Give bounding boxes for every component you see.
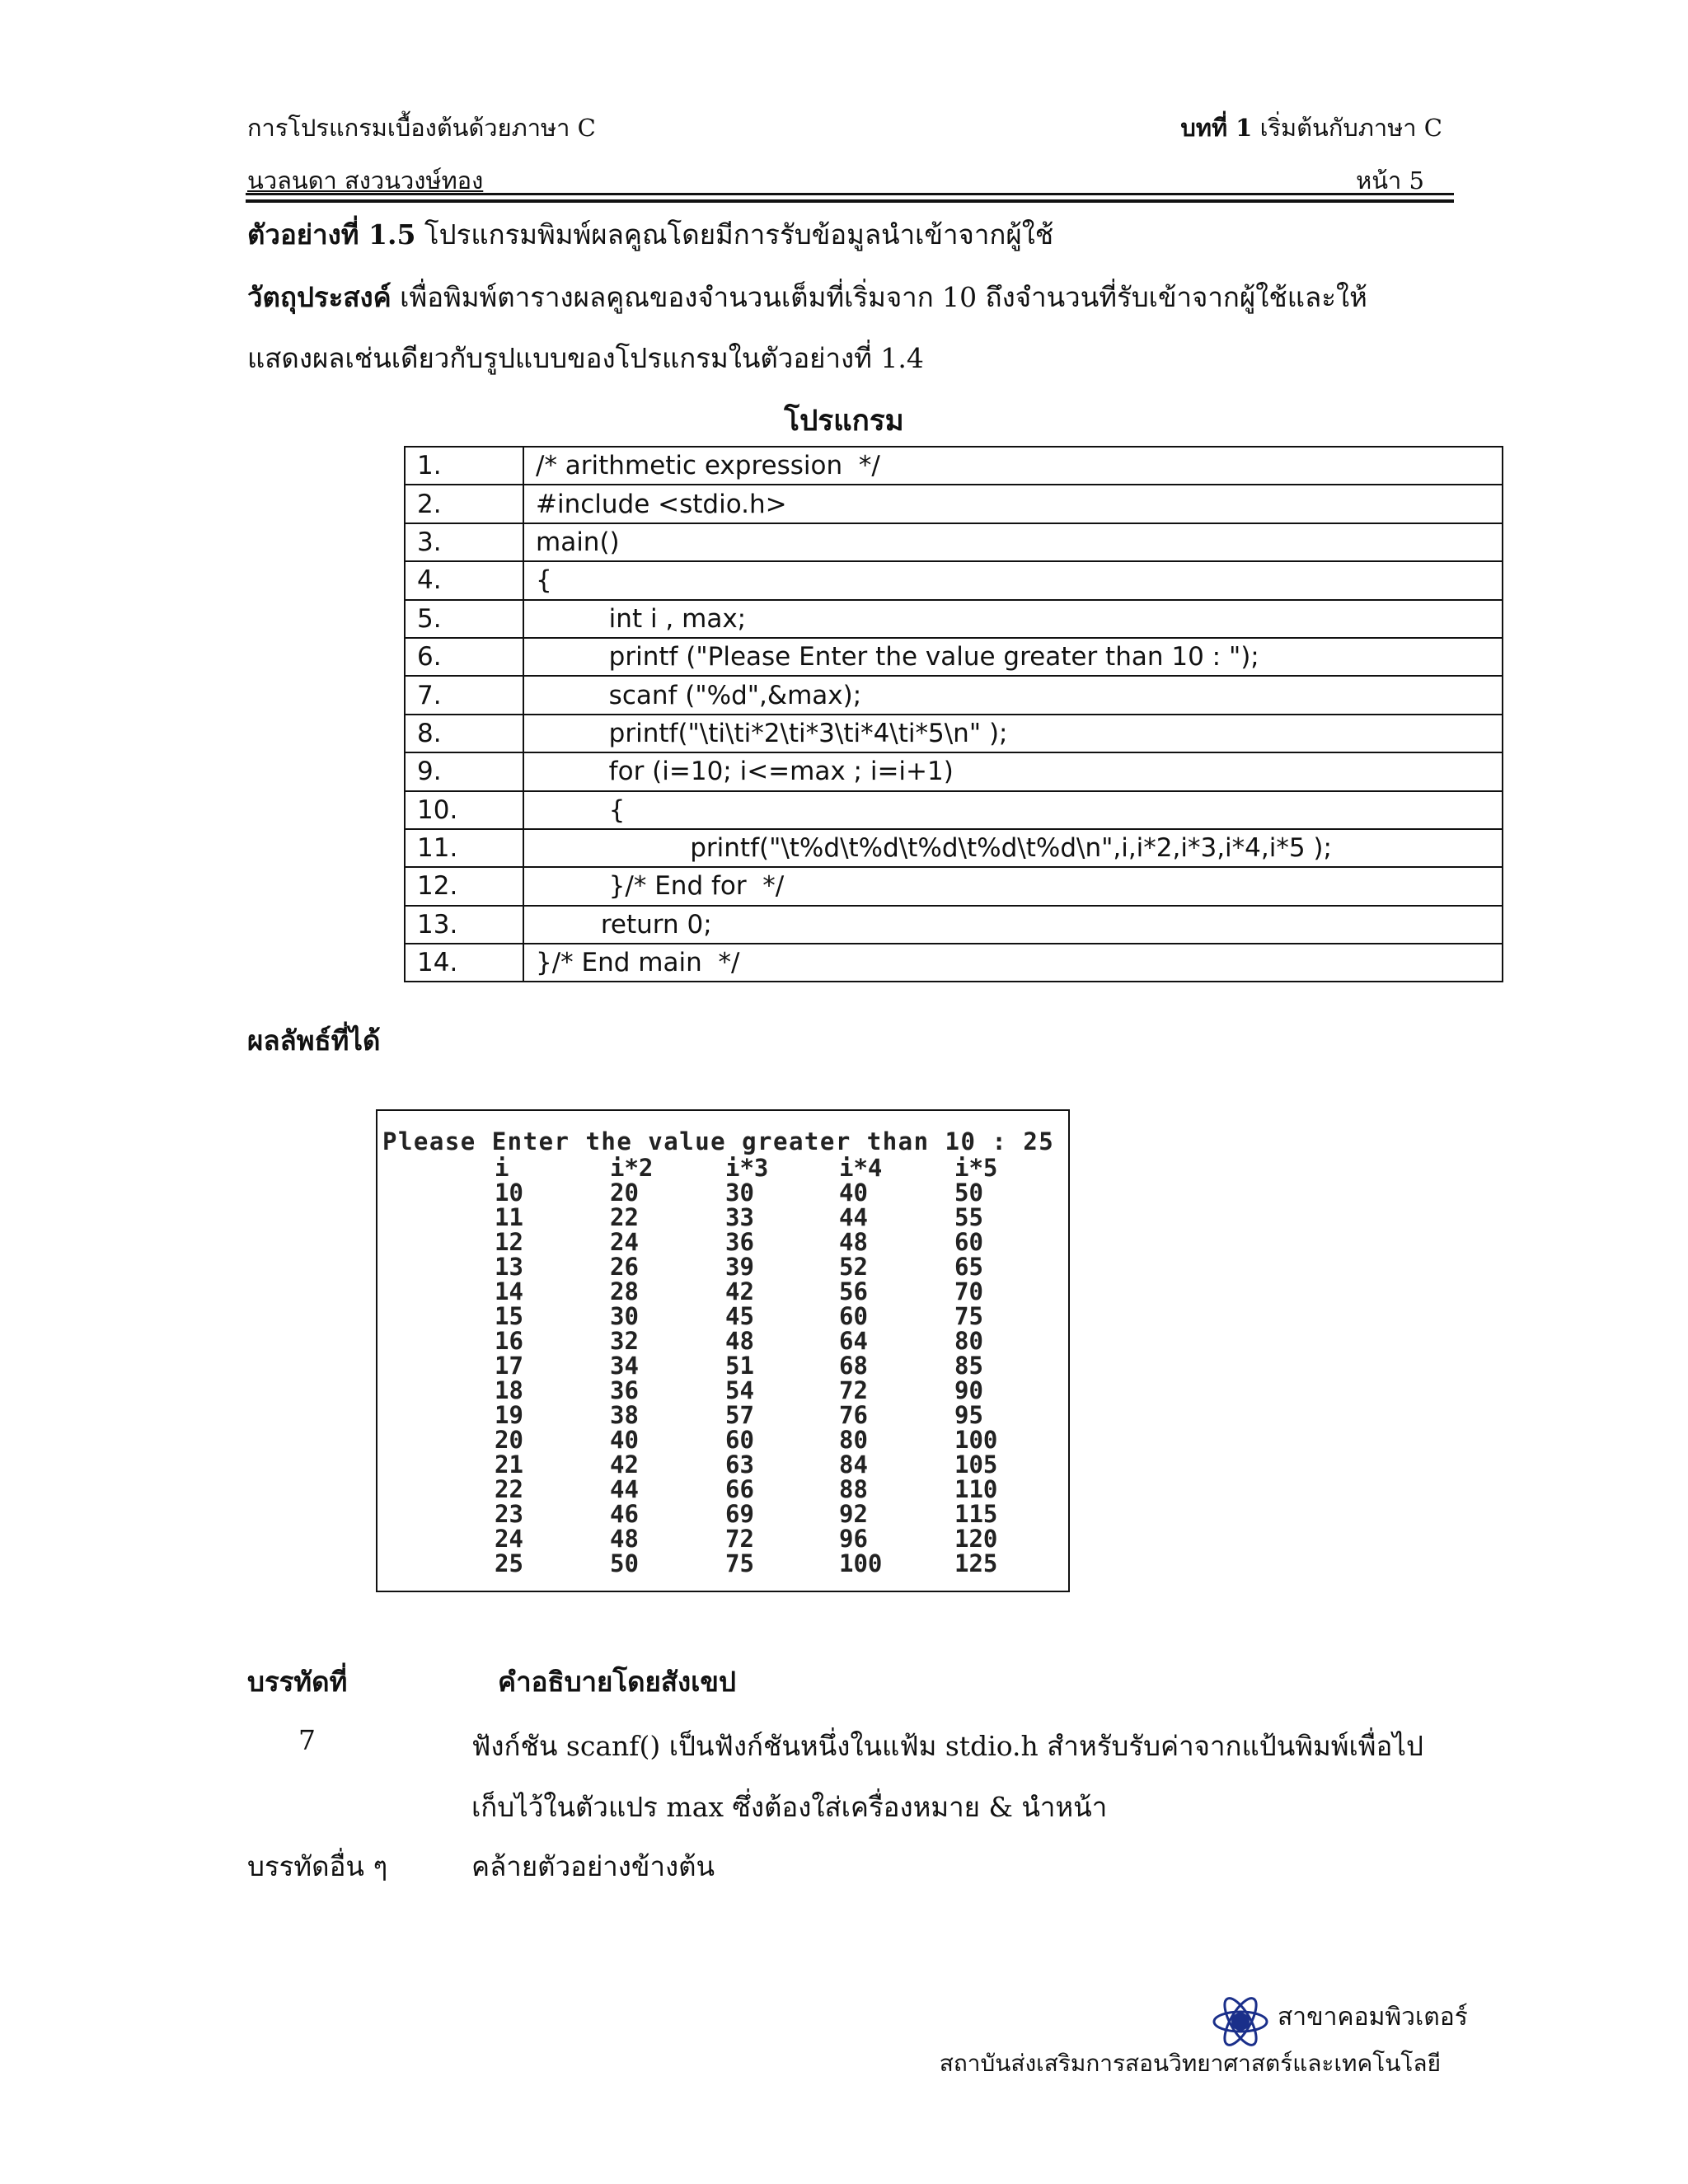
console-value-cell: 19 [495,1401,523,1429]
explain-col-line: บรรทัดที่ [247,1666,348,1698]
console-value-cell: 24 [610,1228,639,1256]
code-row [405,752,1503,790]
code-row [405,906,1503,944]
example-text: โปรแกรมพิมพ์ผลคูณโดยมีการรับข้อมูลนำเข้าจากผู้ใช้ [424,218,1054,251]
console-value-cell: 72 [839,1376,868,1404]
example-label: ตัวอย่างที่ 1.5 [247,218,416,251]
footer-institute: สถาบันส่งเสริมการสอนวิทยาศาสตร์และเทคโนโลยี [939,2050,1441,2077]
explain-item-num: 7 [298,1724,316,1756]
console-header-cell: i*4 [839,1154,883,1182]
console-value-cell: 28 [610,1277,639,1305]
code-line-number: 14. [405,944,523,982]
code-row [405,600,1503,638]
console-value-cell: 26 [610,1253,639,1281]
console-value-cell: 42 [610,1451,639,1479]
console-value-cell: 34 [610,1352,639,1380]
console-value-cell: 25 [495,1549,523,1577]
explain-item-text-1: ฟังก์ชัน scanf() เป็นฟังก์ชันหนึ่งในแฟ้ม stdio.h สำหรับรับค่าจากแป้นพิมพ์เพื่อไป [471,1730,1423,1762]
console-value-cell: 60 [725,1426,754,1454]
console-value-cell: 16 [495,1327,523,1355]
console-value-cell: 84 [839,1451,868,1479]
console-value-cell: 75 [954,1302,983,1330]
console-value-cell: 66 [725,1475,754,1503]
console-value-cell: 56 [839,1277,868,1305]
code-line-text: scanf ("%d",&max); [523,676,1503,714]
console-value-cell: 11 [495,1203,523,1231]
code-line-number: 12. [405,867,523,905]
console-value-cell: 36 [725,1228,754,1256]
console-value-cell: 85 [954,1352,983,1380]
code-row [405,944,1503,982]
console-value-cell: 38 [610,1401,639,1429]
console-value-cell: 12 [495,1228,523,1256]
code-line-number: 5. [405,600,523,638]
console-value-cell: 17 [495,1352,523,1380]
console-value-cell: 64 [839,1327,868,1355]
console-value-cell: 120 [954,1525,998,1553]
header-rule-top [246,193,1454,195]
ipst-logo-icon [1212,1993,1269,2050]
console-value-cell: 96 [839,1525,868,1553]
console-value-cell: 63 [725,1451,754,1479]
console-value-cell: 60 [839,1302,868,1330]
console-value-cell: 30 [610,1302,639,1330]
console-value-cell: 51 [725,1352,754,1380]
code-row [405,447,1503,485]
code-line-text: { [523,561,1503,599]
console-value-cell: 40 [610,1426,639,1454]
explain-other-label: บรรทัดอื่น ๆ [247,1850,388,1882]
code-row [405,715,1503,752]
code-line-text: for (i=10; i<=max ; i=i+1) [523,752,1503,790]
console-value-cell: 32 [610,1327,639,1355]
console-value-cell: 45 [725,1302,754,1330]
code-line-number: 1. [405,447,523,485]
code-line-number: 8. [405,715,523,752]
code-table [404,446,1503,982]
code-row [405,485,1503,523]
console-value-cell: 15 [495,1302,523,1330]
console-value-cell: 76 [839,1401,868,1429]
console-value-cell: 80 [839,1426,868,1454]
objective-text-1: เพื่อพิมพ์ตารางผลคูณของจำนวนเต็มที่เริ่มจาก 10 ถึงจำนวนที่รับเข้าจากผู้ใช้และให้ [400,281,1367,313]
result-title: ผลลัพธ์ที่ได้ [247,1024,381,1057]
chapter-label: บทที่ 1 [1180,114,1253,142]
code-row [405,638,1503,676]
code-line-number: 7. [405,676,523,714]
code-row [405,561,1503,599]
console-value-cell: 105 [954,1451,998,1479]
code-line-text: return 0; [523,906,1503,944]
code-line-number: 10. [405,791,523,829]
code-line-number: 9. [405,752,523,790]
code-row [405,523,1503,561]
console-value-cell: 75 [725,1549,754,1577]
code-line-number: 11. [405,829,523,867]
example-heading [247,213,1053,256]
console-header-cell: i*2 [610,1154,654,1182]
objective-label: วัตถุประสงค์ [247,281,392,313]
code-line-number: 4. [405,561,523,599]
console-header-cell: i [495,1154,509,1182]
code-line-text: printf("\ti\ti*2\ti*3\ti*4\ti*5\n" ); [523,715,1503,752]
code-line-text: printf("\t%d\t%d\t%d\t%d\t%d\n",i,i*2,i*3,i*4,i*5 ); [523,829,1503,867]
console-value-cell: 69 [725,1500,754,1528]
console-value-cell: 92 [839,1500,868,1528]
code-line-text: }/* End for */ [523,867,1503,905]
console-value-cell: 68 [839,1352,868,1380]
console-value-cell: 13 [495,1253,523,1281]
console-header-cell: i*5 [954,1154,998,1182]
console-value-cell: 42 [725,1277,754,1305]
console-output [376,1109,1070,1592]
console-value-cell: 22 [610,1203,639,1231]
chapter-title: เริ่มต้นกับภาษา C [1259,114,1442,142]
console-value-cell: 80 [954,1327,983,1355]
objective-line-1 [247,275,1367,319]
console-value-cell: 100 [839,1549,883,1577]
code-line-text: printf ("Please Enter the value greater than 10 : "); [523,638,1503,676]
console-value-cell: 72 [725,1525,754,1553]
code-row [405,676,1503,714]
code-row [405,829,1503,867]
console-value-cell: 18 [495,1376,523,1404]
console-value-cell: 88 [839,1475,868,1503]
console-value-cell: 46 [610,1500,639,1528]
console-value-cell: 14 [495,1277,523,1305]
console-value-cell: 23 [495,1500,523,1528]
chapter-heading [1180,109,1442,147]
console-value-cell: 48 [610,1525,639,1553]
console-value-cell: 65 [954,1253,983,1281]
page-number: หน้า 5 [1356,166,1424,194]
console-value-cell: 115 [954,1500,998,1528]
code-row [405,791,1503,829]
console-value-cell: 24 [495,1525,523,1553]
console-prompt: Please Enter the value greater than 10 : 25 [382,1127,1055,1155]
explain-col-desc: คำอธิบายโดยสังเขป [498,1666,736,1698]
code-line-text: main() [523,523,1503,561]
console-value-cell: 48 [839,1228,868,1256]
console-value-cell: 57 [725,1401,754,1429]
code-row [405,867,1503,905]
console-value-cell: 55 [954,1203,983,1231]
footer-department: สาขาคอมพิวเตอร์ [1278,2003,1468,2032]
console-header-cell: i*3 [725,1154,769,1182]
explain-item-text-2: เก็บไว้ในตัวแปร max ซึ่งต้องใส่เครื่องหมาย & นำหน้า [471,1791,1108,1823]
console-value-cell: 40 [839,1179,868,1207]
console-value-cell: 20 [610,1179,639,1207]
console-value-cell: 100 [954,1426,998,1454]
code-line-number: 3. [405,523,523,561]
book-title: การโปรแกรมเบื้องต้นด้วยภาษา C [247,114,596,142]
console-value-cell: 95 [954,1401,983,1429]
console-value-cell: 52 [839,1253,868,1281]
console-value-cell: 44 [610,1475,639,1503]
program-title: โปรแกรม [784,404,904,438]
code-line-number: 13. [405,906,523,944]
console-value-cell: 60 [954,1228,983,1256]
code-line-text: { [523,791,1503,829]
console-value-cell: 48 [725,1327,754,1355]
code-line-text: }/* End main */ [523,944,1503,982]
console-value-cell: 36 [610,1376,639,1404]
console-value-cell: 44 [839,1203,868,1231]
objective-line-2: แสดงผลเช่นเดียวกับรูปแบบของโปรแกรมในตัวอย่างที่ 1.4 [247,342,924,374]
code-line-number: 6. [405,638,523,676]
console-value-cell: 90 [954,1376,983,1404]
header-rule-bottom [246,199,1454,203]
explain-other-text: คล้ายตัวอย่างข้างต้น [471,1850,715,1882]
console-value-cell: 20 [495,1426,523,1454]
code-line-text: int i , max; [523,600,1503,638]
console-value-cell: 10 [495,1179,523,1207]
console-value-cell: 125 [954,1549,998,1577]
console-value-cell: 54 [725,1376,754,1404]
code-line-number: 2. [405,485,523,523]
console-value-cell: 50 [954,1179,983,1207]
console-value-cell: 30 [725,1179,754,1207]
console-value-cell: 22 [495,1475,523,1503]
console-value-cell: 33 [725,1203,754,1231]
console-value-cell: 39 [725,1253,754,1281]
console-value-cell: 50 [610,1549,639,1577]
code-line-text: /* arithmetic expression */ [523,447,1503,485]
console-value-cell: 70 [954,1277,983,1305]
code-line-text: #include <stdio.h> [523,485,1503,523]
console-value-cell: 110 [954,1475,998,1503]
console-value-cell: 21 [495,1451,523,1479]
author-name: นวลนดา สงวนวงษ์ทอง [247,166,484,194]
